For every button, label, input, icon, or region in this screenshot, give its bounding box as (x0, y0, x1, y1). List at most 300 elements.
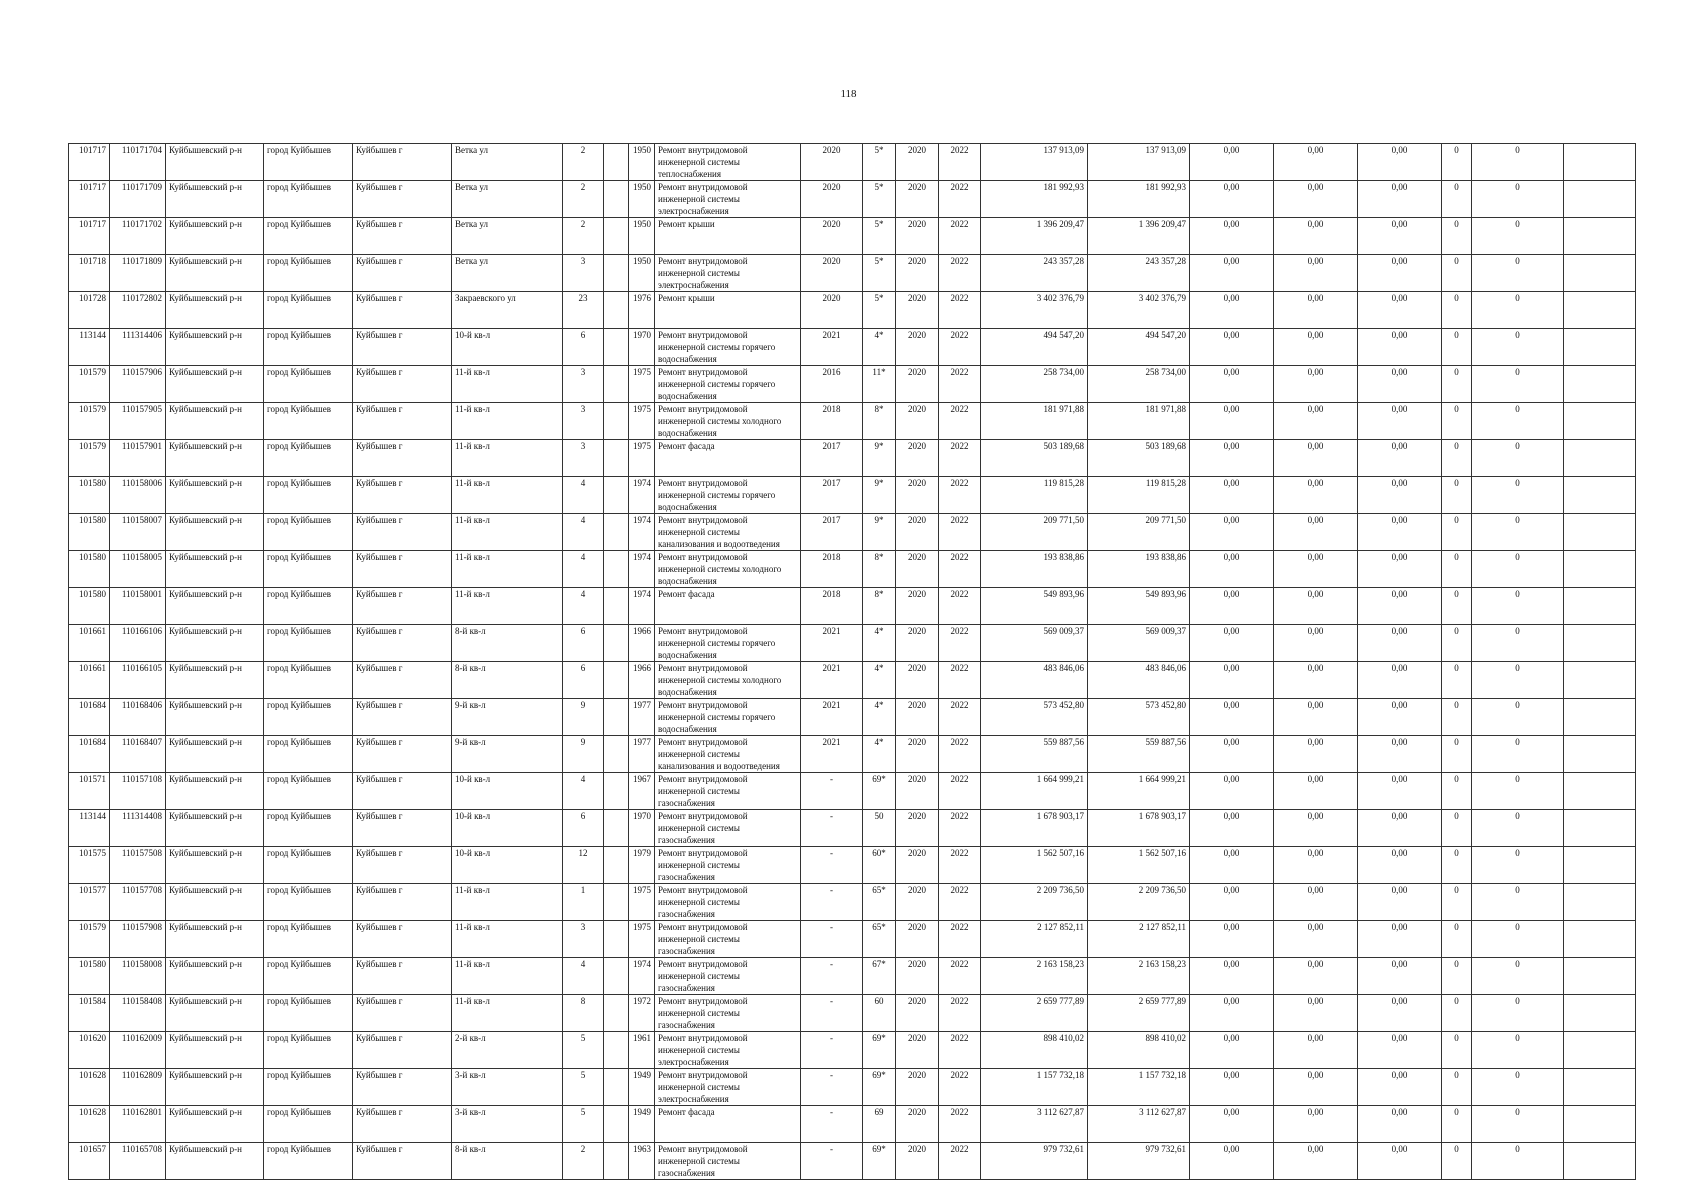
table-cell: город Куйбышев (264, 699, 353, 736)
table-cell: 2020 (896, 1143, 939, 1180)
table-cell: Куйбышев г (353, 699, 452, 736)
table-cell: - (801, 921, 863, 958)
table-cell: 0 (1442, 329, 1472, 366)
table-cell (1564, 440, 1636, 477)
table-cell (604, 736, 629, 773)
table-cell: 110165708 (110, 1143, 166, 1180)
table-cell: 549 893,96 (1088, 588, 1190, 625)
table-cell: 2022 (939, 1143, 981, 1180)
table-cell: Ремонт фасада (655, 588, 801, 625)
table-cell: Ремонт внутридомовой инженерной системы электроснабжения (655, 1032, 801, 1069)
table-cell: 0,00 (1274, 995, 1358, 1032)
table-cell: Куйбышев г (353, 514, 452, 551)
table-cell: 0 (1442, 1143, 1472, 1180)
table-cell: 0 (1442, 958, 1472, 995)
table-cell: 5* (863, 292, 896, 329)
table-cell: Ремонт внутридомовой инженерной системы теплоснабжения (655, 144, 801, 181)
table-cell: 119 815,28 (981, 477, 1088, 514)
table-cell: Куйбышевский р-н (166, 366, 264, 403)
table-cell: 3 112 627,87 (1088, 1106, 1190, 1143)
table-cell: 2022 (939, 921, 981, 958)
table-cell: 2020 (896, 773, 939, 810)
table-cell: 110171709 (110, 181, 166, 218)
table-cell: 0,00 (1358, 662, 1442, 699)
table-body (69, 144, 1636, 1180)
table-cell: город Куйбышев (264, 736, 353, 773)
table-row (69, 329, 1636, 366)
table-row (69, 292, 1636, 329)
table-cell: 1950 (629, 218, 655, 255)
table-cell: город Куйбышев (264, 329, 353, 366)
table-cell: Куйбышевский р-н (166, 1143, 264, 1180)
table-cell: 0,00 (1190, 958, 1274, 995)
table-cell: Куйбышев г (353, 995, 452, 1032)
table-cell: 110162801 (110, 1106, 166, 1143)
table-cell: 111314406 (110, 329, 166, 366)
table-cell: 1970 (629, 329, 655, 366)
table-cell: 2021 (801, 662, 863, 699)
table-cell: 101717 (69, 144, 110, 181)
table-cell: 60 (863, 995, 896, 1032)
table-row (69, 181, 1636, 218)
table-cell: Ремонт внутридомовой инженерной системы горячего водоснабжения (655, 477, 801, 514)
table-cell: 0,00 (1190, 736, 1274, 773)
table-cell: Ремонт внутридомовой инженерной системы горячего водоснабжения (655, 699, 801, 736)
table-cell: 0,00 (1358, 551, 1442, 588)
table-cell: 65* (863, 921, 896, 958)
table-cell: 0,00 (1358, 625, 1442, 662)
table-cell: 2022 (939, 662, 981, 699)
table-cell: 5 (563, 1032, 604, 1069)
table-cell: 110158007 (110, 514, 166, 551)
table-cell: Куйбышев г (353, 329, 452, 366)
table-cell: 6 (563, 662, 604, 699)
table-cell: 101580 (69, 588, 110, 625)
table-cell: Куйбышевский р-н (166, 551, 264, 588)
table-cell: 101684 (69, 736, 110, 773)
table-cell (1564, 181, 1636, 218)
table-cell: 1972 (629, 995, 655, 1032)
table-cell: Ремонт внутридомовой инженерной системы газоснабжения (655, 958, 801, 995)
table-cell: город Куйбышев (264, 773, 353, 810)
table-cell: 2017 (801, 477, 863, 514)
table-cell: 0,00 (1274, 884, 1358, 921)
table-cell: Куйбышев г (353, 958, 452, 995)
table-cell: 2 127 852,11 (1088, 921, 1190, 958)
table-cell (1564, 810, 1636, 847)
table-cell: 0 (1472, 1143, 1564, 1180)
table-cell: 5* (863, 218, 896, 255)
table-cell: Куйбышев г (353, 440, 452, 477)
table-cell: Куйбышев г (353, 292, 452, 329)
table-cell: город Куйбышев (264, 514, 353, 551)
table-cell: 0,00 (1274, 773, 1358, 810)
table-cell: 1979 (629, 847, 655, 884)
table-cell: 110157508 (110, 847, 166, 884)
table-cell: 110158408 (110, 995, 166, 1032)
table-cell: 0,00 (1274, 329, 1358, 366)
table-cell (604, 1032, 629, 1069)
table-cell: 0 (1472, 181, 1564, 218)
table-cell: Куйбышевский р-н (166, 958, 264, 995)
table-cell: 2022 (939, 1032, 981, 1069)
table-cell: 110157908 (110, 921, 166, 958)
table-cell: 5* (863, 144, 896, 181)
table-cell: 60* (863, 847, 896, 884)
table-cell (604, 884, 629, 921)
table-cell (604, 181, 629, 218)
table-cell: 110158006 (110, 477, 166, 514)
table-cell: 2022 (939, 847, 981, 884)
table-cell: Ремонт крыши (655, 292, 801, 329)
table-cell: 0,00 (1274, 1106, 1358, 1143)
table-cell: 2 (563, 181, 604, 218)
table-cell: - (801, 1106, 863, 1143)
table-cell: Куйбышевский р-н (166, 995, 264, 1032)
table-cell: 0,00 (1358, 329, 1442, 366)
table-cell: 0 (1472, 847, 1564, 884)
table-cell: 2020 (896, 588, 939, 625)
table-cell: Куйбышев г (353, 847, 452, 884)
table-cell: 11* (863, 366, 896, 403)
table-cell: Куйбышев г (353, 477, 452, 514)
table-cell: 0,00 (1358, 292, 1442, 329)
table-row (69, 255, 1636, 292)
table-cell: 10-й кв-л (452, 847, 563, 884)
table-cell: Куйбышевский р-н (166, 1106, 264, 1143)
table-cell: 0 (1472, 921, 1564, 958)
table-cell: город Куйбышев (264, 292, 353, 329)
table-cell: 11-й кв-л (452, 588, 563, 625)
table-cell: 2020 (801, 255, 863, 292)
table-cell: 101620 (69, 1032, 110, 1069)
table-cell: Куйбышев г (353, 366, 452, 403)
table-cell: 0 (1472, 514, 1564, 551)
table-cell: Куйбышевский р-н (166, 144, 264, 181)
table-cell: 1961 (629, 1032, 655, 1069)
table-cell: 0,00 (1274, 551, 1358, 588)
table-cell: 10-й кв-л (452, 773, 563, 810)
table-cell: 0,00 (1190, 292, 1274, 329)
table-cell: 6 (563, 625, 604, 662)
table-cell: 101628 (69, 1069, 110, 1106)
table-cell: 0,00 (1274, 588, 1358, 625)
table-cell (604, 403, 629, 440)
table-cell: 0,00 (1190, 403, 1274, 440)
table-cell: 2 209 736,50 (1088, 884, 1190, 921)
table-cell: 0 (1442, 736, 1472, 773)
table-row (69, 847, 1636, 884)
table-cell (604, 699, 629, 736)
table-cell: 69* (863, 773, 896, 810)
table-cell: 0,00 (1358, 995, 1442, 1032)
table-cell: город Куйбышев (264, 884, 353, 921)
table-row (69, 477, 1636, 514)
table-row (69, 884, 1636, 921)
table-cell: 110166106 (110, 625, 166, 662)
table-cell: 119 815,28 (1088, 477, 1190, 514)
table-row (69, 1032, 1636, 1069)
table-row (69, 662, 1636, 699)
table-cell: 2020 (896, 810, 939, 847)
table-cell: - (801, 1143, 863, 1180)
table-cell: Куйбышев г (353, 551, 452, 588)
table-row (69, 810, 1636, 847)
table-cell: 0,00 (1274, 292, 1358, 329)
table-cell: 0,00 (1358, 884, 1442, 921)
table-cell: 2021 (801, 699, 863, 736)
table-cell: 2020 (896, 255, 939, 292)
table-cell: 101717 (69, 218, 110, 255)
table-cell: 1963 (629, 1143, 655, 1180)
table-cell: Куйбышевский р-н (166, 477, 264, 514)
table-cell: Куйбышевский р-н (166, 736, 264, 773)
table-cell: 1 396 209,47 (981, 218, 1088, 255)
table-cell (604, 662, 629, 699)
table-cell: 69* (863, 1143, 896, 1180)
table-cell: 2022 (939, 884, 981, 921)
table-cell (604, 551, 629, 588)
table-cell: город Куйбышев (264, 958, 353, 995)
table-cell: 0,00 (1190, 1032, 1274, 1069)
table-cell: Ремонт внутридомовой инженерной системы газоснабжения (655, 810, 801, 847)
table-cell (1564, 1032, 1636, 1069)
table-cell (1564, 292, 1636, 329)
table-cell: - (801, 773, 863, 810)
table-cell: 0 (1442, 662, 1472, 699)
table-cell: 9* (863, 477, 896, 514)
table-cell: 0 (1472, 329, 1564, 366)
table-cell: 101580 (69, 551, 110, 588)
table-cell: 8* (863, 551, 896, 588)
table-cell: 2020 (801, 144, 863, 181)
table-cell: 3 (563, 403, 604, 440)
table-cell: 2022 (939, 329, 981, 366)
table-cell: 137 913,09 (1088, 144, 1190, 181)
table-cell: Куйбышевский р-н (166, 255, 264, 292)
table-cell: 4* (863, 699, 896, 736)
table-cell (1564, 144, 1636, 181)
table-cell: 2022 (939, 588, 981, 625)
table-cell: город Куйбышев (264, 218, 353, 255)
table-cell (1564, 958, 1636, 995)
table-cell: 2020 (896, 366, 939, 403)
table-cell: 494 547,20 (1088, 329, 1190, 366)
table-cell: 2020 (896, 921, 939, 958)
table-cell: 2020 (896, 477, 939, 514)
table-cell: Куйбышев г (353, 662, 452, 699)
table-cell: 110162809 (110, 1069, 166, 1106)
table-cell (1564, 625, 1636, 662)
table-cell: 11-й кв-л (452, 551, 563, 588)
table-cell: 0 (1472, 144, 1564, 181)
table-cell: 101661 (69, 625, 110, 662)
table-cell: Куйбышевский р-н (166, 810, 264, 847)
table-cell: 0,00 (1190, 588, 1274, 625)
table-cell: 0 (1442, 884, 1472, 921)
table-cell (1564, 847, 1636, 884)
table-cell: 549 893,96 (981, 588, 1088, 625)
table-cell: 2022 (939, 514, 981, 551)
table-row (69, 625, 1636, 662)
table-cell: 2022 (939, 1106, 981, 1143)
table-cell: Куйбышевский р-н (166, 1069, 264, 1106)
table-cell: 8* (863, 588, 896, 625)
table-cell: 258 734,00 (981, 366, 1088, 403)
table-cell: 1970 (629, 810, 655, 847)
table-cell: 0,00 (1190, 1106, 1274, 1143)
table-cell: 0 (1472, 884, 1564, 921)
table-cell: 0,00 (1274, 958, 1358, 995)
table-cell (604, 995, 629, 1032)
table-cell: 0,00 (1358, 921, 1442, 958)
table-cell: 2022 (939, 292, 981, 329)
table-cell: 0 (1472, 773, 1564, 810)
table-cell: 559 887,56 (981, 736, 1088, 773)
table-cell: 4 (563, 773, 604, 810)
table-cell: 6 (563, 329, 604, 366)
table-cell: 2 163 158,23 (1088, 958, 1190, 995)
table-cell: Куйбышев г (353, 921, 452, 958)
table-cell: 9-й кв-л (452, 736, 563, 773)
table-cell (1564, 255, 1636, 292)
table-cell: Куйбышев г (353, 181, 452, 218)
table-cell: 0,00 (1274, 366, 1358, 403)
table-cell: 1966 (629, 625, 655, 662)
table-cell: Ремонт внутридомовой инженерной системы горячего водоснабжения (655, 366, 801, 403)
table-cell: 2020 (896, 884, 939, 921)
table-cell: 193 838,86 (981, 551, 1088, 588)
table-cell: 1 (563, 884, 604, 921)
table-row (69, 773, 1636, 810)
table-cell: 0 (1472, 810, 1564, 847)
table-cell (604, 810, 629, 847)
table-cell: 0,00 (1190, 144, 1274, 181)
table-cell: 0 (1442, 440, 1472, 477)
table-cell: 258 734,00 (1088, 366, 1190, 403)
table-cell: Ремонт внутридомовой инженерной системы газоснабжения (655, 884, 801, 921)
table-cell: 2020 (896, 958, 939, 995)
table-cell: 0 (1472, 403, 1564, 440)
table-cell: 0 (1472, 218, 1564, 255)
table-cell: Ветка ул (452, 181, 563, 218)
table-cell: 0,00 (1274, 699, 1358, 736)
table-cell: 8 (563, 995, 604, 1032)
table-cell: 193 838,86 (1088, 551, 1190, 588)
table-cell: 2021 (801, 625, 863, 662)
table-cell: Куйбышевский р-н (166, 699, 264, 736)
table-cell: 1 396 209,47 (1088, 218, 1190, 255)
table-cell: Ремонт фасада (655, 440, 801, 477)
table-cell: 0,00 (1190, 995, 1274, 1032)
table-cell: 0 (1472, 255, 1564, 292)
table-cell: 0,00 (1274, 514, 1358, 551)
table-cell: город Куйбышев (264, 588, 353, 625)
table-cell: Куйбышевский р-н (166, 292, 264, 329)
table-cell: 0,00 (1358, 181, 1442, 218)
table-cell: 0,00 (1358, 477, 1442, 514)
table-cell: 3 402 376,79 (981, 292, 1088, 329)
table-cell: 1974 (629, 514, 655, 551)
table-cell: город Куйбышев (264, 477, 353, 514)
table-cell: 2022 (939, 255, 981, 292)
table-row (69, 699, 1636, 736)
table-cell: 0,00 (1274, 255, 1358, 292)
table-cell: Куйбышевский р-н (166, 329, 264, 366)
table-cell: 0,00 (1358, 958, 1442, 995)
table-cell: 101579 (69, 440, 110, 477)
table-cell: 0,00 (1274, 810, 1358, 847)
table-cell: 110158001 (110, 588, 166, 625)
table-cell: 5* (863, 255, 896, 292)
table-cell: 209 771,50 (1088, 514, 1190, 551)
table-cell: город Куйбышев (264, 440, 353, 477)
table-cell: 0,00 (1190, 255, 1274, 292)
table-cell: 2022 (939, 144, 981, 181)
table-cell: 3 (563, 366, 604, 403)
table-cell: Куйбышевский р-н (166, 625, 264, 662)
table-cell: Куйбышев г (353, 1069, 452, 1106)
table-cell (1564, 699, 1636, 736)
table-cell: 1 157 732,18 (981, 1069, 1088, 1106)
table-cell: 110157906 (110, 366, 166, 403)
table-row (69, 366, 1636, 403)
table-cell: 110171702 (110, 218, 166, 255)
table-cell: 2 659 777,89 (981, 995, 1088, 1032)
table-cell: Куйбышевский р-н (166, 884, 264, 921)
table-cell (604, 1143, 629, 1180)
table-cell: 0 (1442, 218, 1472, 255)
table-cell: 0 (1442, 773, 1472, 810)
table-cell: 0 (1442, 292, 1472, 329)
table-cell: 11-й кв-л (452, 366, 563, 403)
table-cell: 1949 (629, 1106, 655, 1143)
table-cell: 1967 (629, 773, 655, 810)
table-cell: 101628 (69, 1106, 110, 1143)
table-cell: 0 (1472, 292, 1564, 329)
table-cell: 0 (1472, 551, 1564, 588)
table-cell: 1976 (629, 292, 655, 329)
table-cell: Ремонт внутридомовой инженерной системы канализования и водоотведения (655, 736, 801, 773)
table-cell: 110168407 (110, 736, 166, 773)
table-cell: 2020 (896, 1032, 939, 1069)
table-cell: 1950 (629, 255, 655, 292)
table-cell: 8* (863, 403, 896, 440)
table-cell: 0 (1442, 847, 1472, 884)
table-cell: 0,00 (1190, 181, 1274, 218)
table-cell: 3 (563, 440, 604, 477)
table-cell: 1975 (629, 403, 655, 440)
table-cell: - (801, 847, 863, 884)
table-cell: 4 (563, 514, 604, 551)
table-cell: 0 (1442, 625, 1472, 662)
table-cell: 2022 (939, 625, 981, 662)
table-cell: 2 659 777,89 (1088, 995, 1190, 1032)
table-cell: город Куйбышев (264, 1032, 353, 1069)
table-cell: город Куйбышев (264, 1143, 353, 1180)
table-cell: 0,00 (1190, 440, 1274, 477)
table-cell: Куйбышев г (353, 736, 452, 773)
table-cell: 0,00 (1358, 1143, 1442, 1180)
table-cell (1564, 588, 1636, 625)
table-cell: 0,00 (1190, 625, 1274, 662)
table-cell: Куйбышев г (353, 1032, 452, 1069)
table-cell: 569 009,37 (1088, 625, 1190, 662)
table-cell: 0,00 (1190, 218, 1274, 255)
table-cell: 2020 (896, 662, 939, 699)
table-row (69, 995, 1636, 1032)
table-cell: 0,00 (1358, 403, 1442, 440)
